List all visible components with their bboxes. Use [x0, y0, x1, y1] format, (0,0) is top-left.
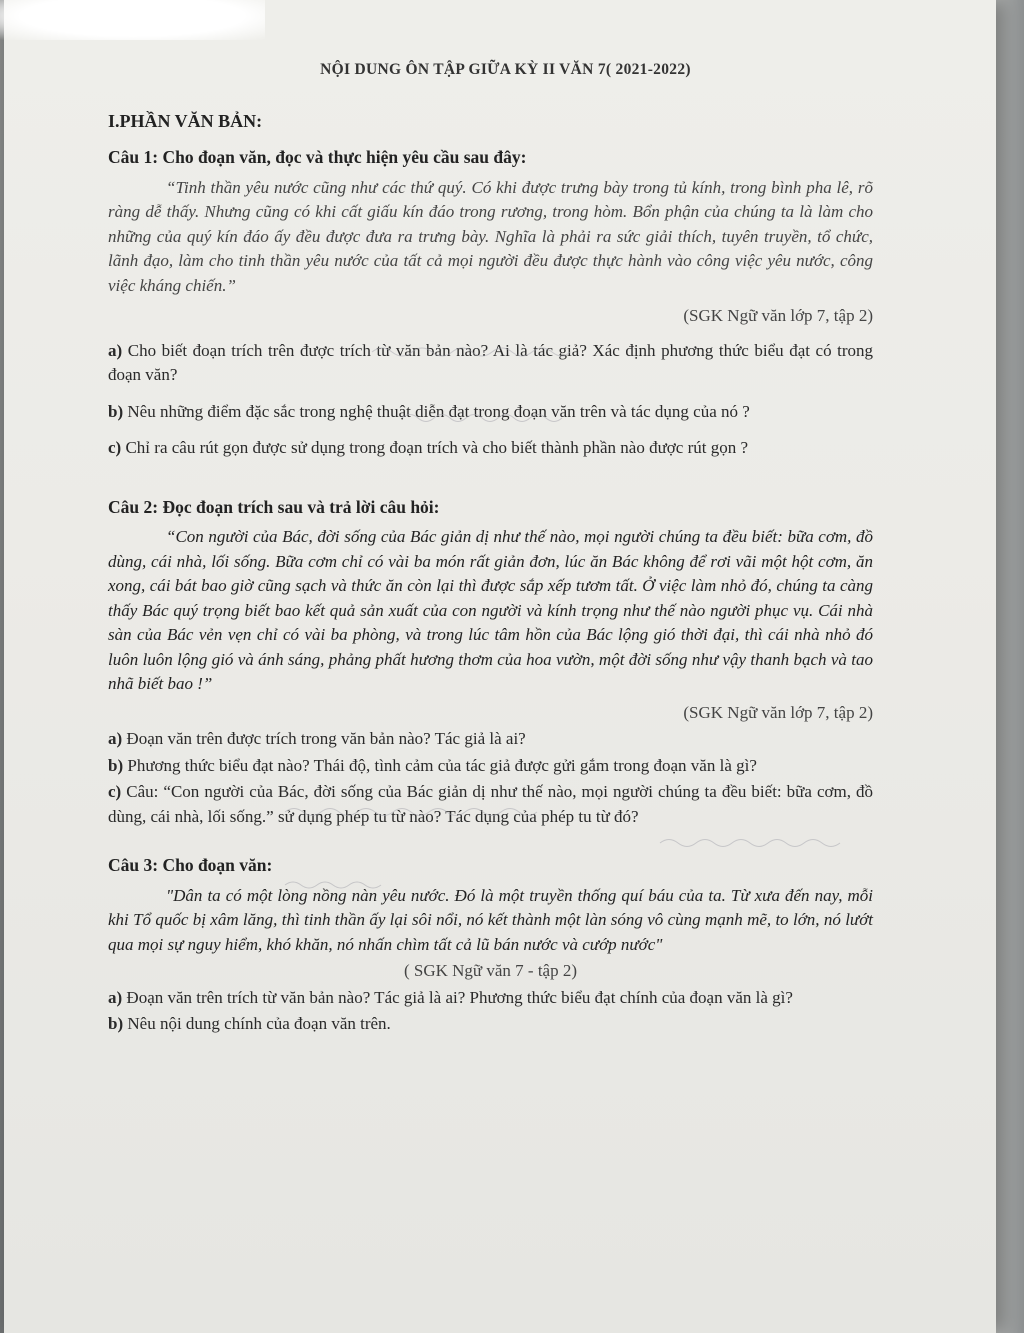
pencil-scribble — [372, 348, 570, 356]
part-marker: a) — [108, 729, 123, 748]
question-1-heading: Câu 1: Cho đoạn văn, đọc và thực hiện yêu cầu sau đây: — [108, 147, 527, 167]
part-text: Nêu những điểm đặc sắc trong nghệ thuật diễn đạt trong đoạn văn trên và tác dụng của nó ? — [127, 401, 750, 421]
pencil-scribble — [285, 809, 537, 816]
question-2-source: (SGK Ngữ văn lớp 7, tập 2) — [683, 702, 873, 722]
question-3-heading: Câu 3: Cho đoạn văn: — [108, 855, 273, 875]
part-text: Chỉ ra câu rút gọn được sử dụng trong đoạn trích và cho biết thành phần nào được rút gọn ? — [125, 438, 748, 457]
question-1-passage: “Tinh thần yêu nước cũng như các thứ quý. Có khi được trưng bày trong tủ kính, trong bình pha lê, rõ ràng dễ thấy. Nhưng cũng có khi cất giấu kín đáo trong rương, trong hòm. Bổn phận của chúng ta là làm cho những của quý kín đáo ấy đều được đưa ra trưng bày. Nghĩa là phải ra sức giải thích, tuyên truyền, tổ chức, lãnh đạo, làm cho tinh thần yêu nước của tất cả mọi người đều được thực hành vào công việc yêu nước, công việc kháng chiến.” — [108, 177, 873, 295]
part-marker: c) — [108, 438, 122, 457]
part-text: Đoạn văn trên được trích trong văn bản nào? Tác giả là ai? — [126, 729, 526, 748]
part-text: Phương thức biểu đạt nào? Thái độ, tình cảm của tác giả được gửi gắm trong đoạn văn là gì? — [127, 755, 757, 775]
section-title: I.PHẦN VĂN BẢN: — [108, 110, 263, 131]
part-marker: b) — [108, 1014, 124, 1033]
part-marker: b) — [108, 401, 124, 421]
part-text: Câu: “Con người của Bác, đời sống của Bác giản dị như thế nào, mọi người chúng ta đều biết: bữa cơm, đồ dùng, cái nhà, lối sống.” sử dụng phép tu từ nào? Tác dụng của phép tu từ đó? — [108, 782, 874, 826]
part-marker: a) — [108, 340, 123, 360]
part-text: Đoạn văn trên trích từ văn bản nào? Tác giả là ai? Phương thức biểu đạt chính của đoạn văn là gì? — [126, 987, 793, 1007]
part-text: Cho biết đoạn trích trên được trích từ văn bản nào? Ai là tác giả? Xác định phương thức biểu đạt có trong đoạn văn? — [108, 340, 874, 384]
part-marker: b) — [108, 755, 124, 775]
pencil-scribble — [402, 415, 562, 422]
question-3-passage: "Dân ta có một lòng nồng nàn yêu nước. Đó là một truyền thống quí báu của ta. Từ xưa đến nay, mỗi khi Tổ quốc bị xâm lăng, thì tinh thần ấy lại sôi nổi, nó kết thành một làn sóng vô cùng mạnh mẽ, to lớn, nó lướt qua mọi sự nguy hiểm, khó khăn, nó nhấn chìm tất cả lũ bán nước và cướp nước" — [108, 885, 873, 954]
question-3-source: ( SGK Ngữ văn 7 - tập 2) — [403, 961, 578, 980]
part-marker: c) — [108, 782, 122, 801]
question-2-passage: “Con người của Bác, đời sống của Bác giản dị như thế nào, mọi người chúng ta đều biết: bữa cơm, đồ dùng, cái nhà, lối sống. Bữa cơm chỉ có vài ba món rất giản đơn, lúc ăn Bác không để rơi vãi một hột cơm, ăn xong, cái bát bao giờ cũng sạch và thức ăn còn lại thì được sắp xếp tươm tất. Ở việc làm nhỏ đó, chúng ta càng thấy Bác quý trọng biết bao kết quả sản xuất của con người và kính trọng như thế nào người phục vụ. Cái nhà sàn của Bác vẻn vẹn chỉ có vài ba phòng, và trong lúc tâm hồn của Bác lộng gió thời đại, thì cái nhà nhỏ đó luôn luôn lộng gió và ánh sáng, phảng phất hương thơm của hoa vườn, một đời sống như vậy thanh bạch và tao nhã biết bao !” — [108, 527, 873, 693]
doc-title: NỘI DUNG ÔN TẬP GIỮA KỲ II VĂN 7( 2021-2022) — [320, 61, 691, 78]
part-text: Nêu nội dung chính của đoạn văn trên. — [127, 1014, 391, 1033]
part-marker: a) — [108, 987, 123, 1007]
pencil-scribble — [660, 840, 840, 847]
question-1-source: (SGK Ngữ văn lớp 7, tập 2) — [683, 306, 873, 325]
question-2-heading: Câu 2: Đọc đoạn trích sau và trả lời câu hỏi: — [108, 496, 440, 517]
pencil-scribble — [285, 882, 381, 888]
